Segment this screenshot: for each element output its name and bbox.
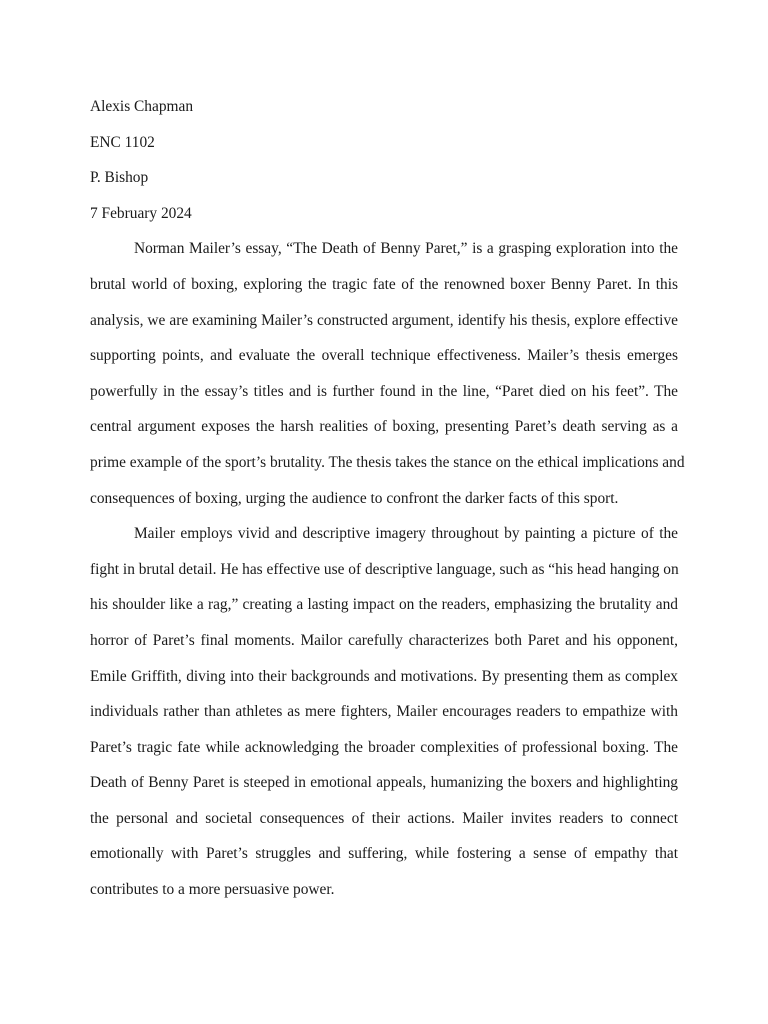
paragraph-line: contributes to a more persuasive power.: [90, 881, 335, 899]
paragraph-line: fight in brutal detail. He has effective use of descriptive language, such as “his head hanging on: [90, 560, 679, 578]
paragraph-line: central argument exposes the harsh realities of boxing, presenting Paret’s death serving as a: [90, 418, 678, 436]
paragraph-line: Paret’s tragic fate while acknowledging the broader complexities of professional boxing. The: [90, 738, 678, 756]
paragraph-line: Emile Griffith, diving into their backgrounds and motivations. By presenting them as complex: [90, 667, 678, 685]
paragraph-2: [90, 516, 678, 908]
paragraph-line: Mailer employs vivid and descriptive imagery throughout by painting a picture of the: [134, 525, 678, 543]
paragraph-line: analysis, we are examining Mailer’s constructed argument, identify his thesis, explore effective: [90, 311, 678, 329]
paragraph-line: emotionally with Paret’s struggles and suffering, while fostering a sense of empathy that: [90, 845, 678, 863]
essay-body: [90, 89, 685, 908]
paragraph-line: Norman Mailer’s essay, “The Death of Benny Paret,” is a grasping exploration into the: [134, 240, 678, 258]
paragraph-line: Death of Benny Paret is steeped in emotional appeals, humanizing the boxers and highlighting: [90, 774, 678, 792]
paragraph-line: consequences of boxing, urging the audience to confront the darker facts of this sport.: [90, 489, 619, 507]
essay-date: 7 February 2024: [90, 204, 192, 222]
paragraph-line: prime example of the sport’s brutality. The thesis takes the stance on the ethical implications and: [90, 453, 685, 471]
paragraph-line: individuals rather than athletes as mere fighters, Mailer encourages readers to empathize with: [90, 703, 678, 721]
paragraph-line: his shoulder like a rag,” creating a lasting impact on the readers, emphasizing the brutality and: [90, 596, 678, 614]
paragraph-line: powerfully in the essay’s titles and is further found in the line, “Paret died on his feet”. The: [90, 382, 678, 400]
course-code: ENC 1102: [90, 133, 155, 151]
author-name: Alexis Chapman: [90, 98, 194, 115]
paragraph-line: the personal and societal consequences of their actions. Mailer invites readers to connect: [90, 809, 678, 827]
paragraph-line: horror of Paret’s final moments. Mailor carefully characterizes both Paret and his opponent,: [90, 631, 678, 649]
instructor-name: P. Bishop: [90, 169, 149, 187]
paragraph-line: supporting points, and evaluate the overall technique effectiveness. Mailer’s thesis emerges: [90, 347, 678, 365]
paragraph-1: [90, 231, 685, 516]
paragraph-line: brutal world of boxing, exploring the tragic fate of the renowned boxer Benny Paret. In this: [90, 275, 678, 293]
